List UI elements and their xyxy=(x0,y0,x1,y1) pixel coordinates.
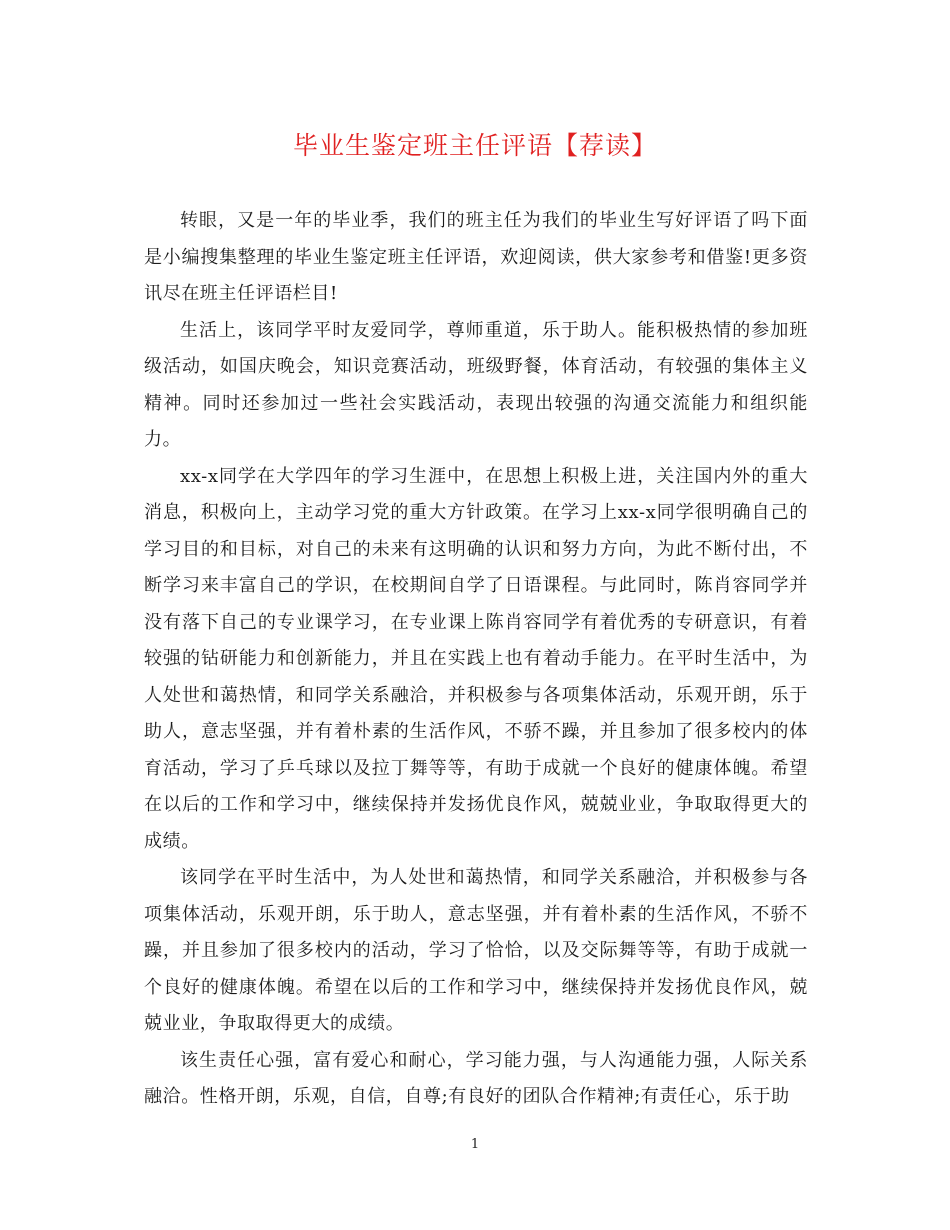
document-title: 毕业生鉴定班主任评语【荐读】 xyxy=(292,131,657,160)
page-number: 1 xyxy=(470,1137,480,1152)
document-body xyxy=(144,203,808,1116)
paragraph-responsibility: 该生责任心强，富有爱心和耐心，学习能力强，与人沟通能力强，人际关系融洽。性格开朗，乐观，自信，自尊;有良好的团队合作精神;有责任心，乐于助 xyxy=(144,1049,808,1107)
paragraph-study: xx-x同学在大学四年的学习生涯中，在思想上积极上进，关注国内外的重大消息，积极向上，主动学习党的重大方针政策。在学习上xx-x同学很明确自己的学习目的和目标，对自己的未来有这明确的认识和努力方向，为此不断付出，不断学习来丰富自己的学识，在校期间自学了日语课程。与此同时，陈肖容同学并没有落下自己的专业课学习，在专业课上陈肖容同学有着优秀的专研意识，有着较强的钻研能力和创新能力，并且在实践上也有着动手能力。在平时生活中，为人处世和蔼热情，和同学关系融洽，并积极参与各项集体活动，乐观开朗，乐于助人，意志坚强，并有着朴素的生活作风，不骄不躁，并且参加了很多校内的体育活动，学习了乒乓球以及拉丁舞等等，有助于成就一个良好的健康体魄。希望在以后的工作和学习中，继续保持并发扬优良作风，兢兢业业，争取取得更大的成绩。 xyxy=(144,465,808,852)
paragraph-intro: 转眼，又是一年的毕业季，我们的班主任为我们的毕业生写好评语了吗下面是小编搜集整理的毕业生鉴定班主任评语，欢迎阅读，供大家参考和借鉴!更多资讯尽在班主任评语栏目! xyxy=(144,210,808,304)
paragraph-daily-life: 该同学在平时生活中，为人处世和蔼热情，和同学关系融洽，并积极参与各项集体活动，乐观开朗，乐于助人，意志坚强，并有着朴素的生活作风，不骄不躁，并且参加了很多校内的活动，学习了恰恰，以及交际舞等等，有助于成就一个良好的健康体魄。希望在以后的工作和学习中，继续保持并发扬优良作风，兢兢业业，争取取得更大的成绩。 xyxy=(144,867,808,1034)
paragraph-life: 生活上，该同学平时友爱同学，尊师重道，乐于助人。能积极热情的参加班级活动，如国庆晚会，知识竞赛活动，班级野餐，体育活动，有较强的集体主义精神。同时还参加过一些社会实践活动，表现出较强的沟通交流能力和组织能力。 xyxy=(144,319,808,450)
